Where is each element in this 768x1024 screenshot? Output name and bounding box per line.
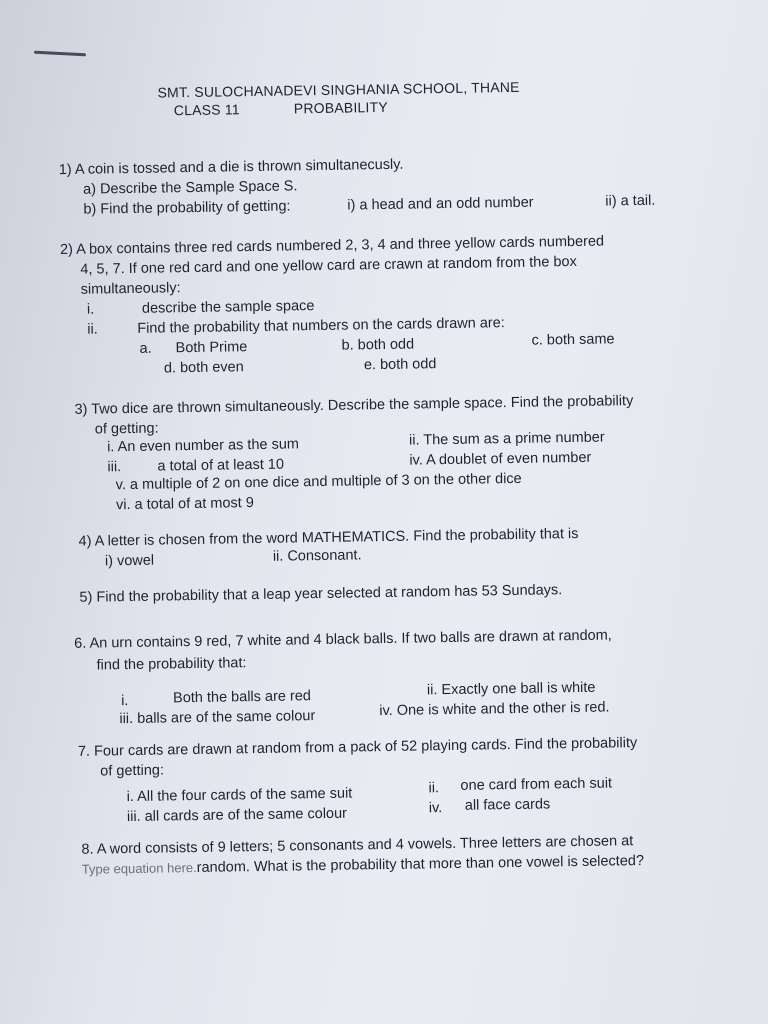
question-7-iii: iii. all cards are of the same colour [126,805,348,826]
question-6-iii: iii. balls are of the same colour [119,708,316,728]
class-label: CLASS 11 [173,101,240,119]
question-7-i: i. All the four cards of the same suit [126,785,353,806]
question-8-line-2-text: random. What is the probability that more than one vowel is selected? [196,852,645,876]
question-7-line-1: 7. Four cards are drawn at random from a pack of 52 playing cards. Find the probability [77,735,638,760]
question-1b-ii: ii) a tail. [605,192,656,210]
question-1-stem: 1) A coin is tossed and a die is thrown simultanecusly. [58,156,404,179]
question-2-ii-number: ii. [87,321,98,338]
question-2-e: e. both odd [363,356,437,374]
question-4-i: i) vowel [104,552,155,570]
question-2-b: b. both odd [341,336,415,354]
question-3-line-1: 3) Two dice are thrown simultaneously. Describe the sample space. Find the probability [74,393,634,418]
question-3-iv: iv. A doublet of even number [409,449,592,469]
question-2-a-number: a. [139,340,152,357]
question-3-iii-number: iii. [107,459,122,476]
question-2-a-text: Both Prime [175,339,248,357]
question-2-ii-text: Find the probability that numbers on the cards drawn are: [137,315,505,337]
question-6-line-1: 6. An urn contains 9 red, 7 white and 4 black balls. If two balls are drawn at random, [74,627,612,652]
question-1b-i: i) a head and an odd number [347,194,534,214]
question-6-i-number: i. [121,693,129,710]
question-1a: a) Describe the Sample Space S. [82,178,298,198]
question-7-ii-number: ii. [428,780,440,797]
question-2-line-3: simultaneously: [80,280,181,298]
question-3-ii: ii. The sum as a prime number [408,429,605,449]
school-name: SMT. SULOCHANADEVI SINGHANIA SCHOOL, THANE [157,78,520,101]
question-6-iv: iv. One is white and the other is red. [379,699,610,720]
question-7-iv-text: all face cards [464,796,551,814]
question-1b: b) Find the probability of getting: [83,198,291,218]
question-3-v: v. a multiple of 2 on one dice and multiple of 3 on the other dice [115,470,522,494]
question-6-ii: ii. Exactly one ball is white [426,679,596,699]
question-4-ii: ii. Consonant. [272,547,362,565]
question-2-line-1: 2) A box contains three red cards numbered 2, 3, 4 and three yellow cards numbered [59,233,605,259]
question-2-c: c. both same [531,331,615,349]
question-3-iii-text: a total of at least 10 [157,456,285,475]
question-7-iv-number: iv. [428,800,443,817]
question-5: 5) Find the probability that a leap year selected at random has 53 Sundays. [79,582,563,606]
question-4-line-1: 4) A letter is chosen from the word MATHEMATICS. Find the probability that is [78,525,579,550]
question-7-ii-text: one card from each suit [460,775,613,794]
question-2-d: d. both even [163,359,244,377]
question-6-i-text: Both the balls are red [172,688,312,707]
question-6-line-2: find the probability that: [96,655,247,674]
question-2-i-number: i. [86,301,95,318]
question-8-placeholder-text: Type equation here. [81,859,197,877]
question-3-vi: vi. a total of at most 9 [115,495,254,514]
question-7-line-2: of getting: [100,762,165,780]
subject-title: PROBABILITY [293,98,388,117]
question-2-line-2: 4, 5, 7. If one red card and one yellow card are crawn at random from the box [80,253,577,278]
question-2-i-text: describe the sample space [141,298,315,317]
question-3-i: i. An even number as the sum [107,436,300,456]
question-3-line-2: of getting: [94,420,159,438]
question-8-line-1: 8. A word consists of 9 letters; 5 consonants and 4 vowels. Three letters are chosen at [81,833,634,858]
